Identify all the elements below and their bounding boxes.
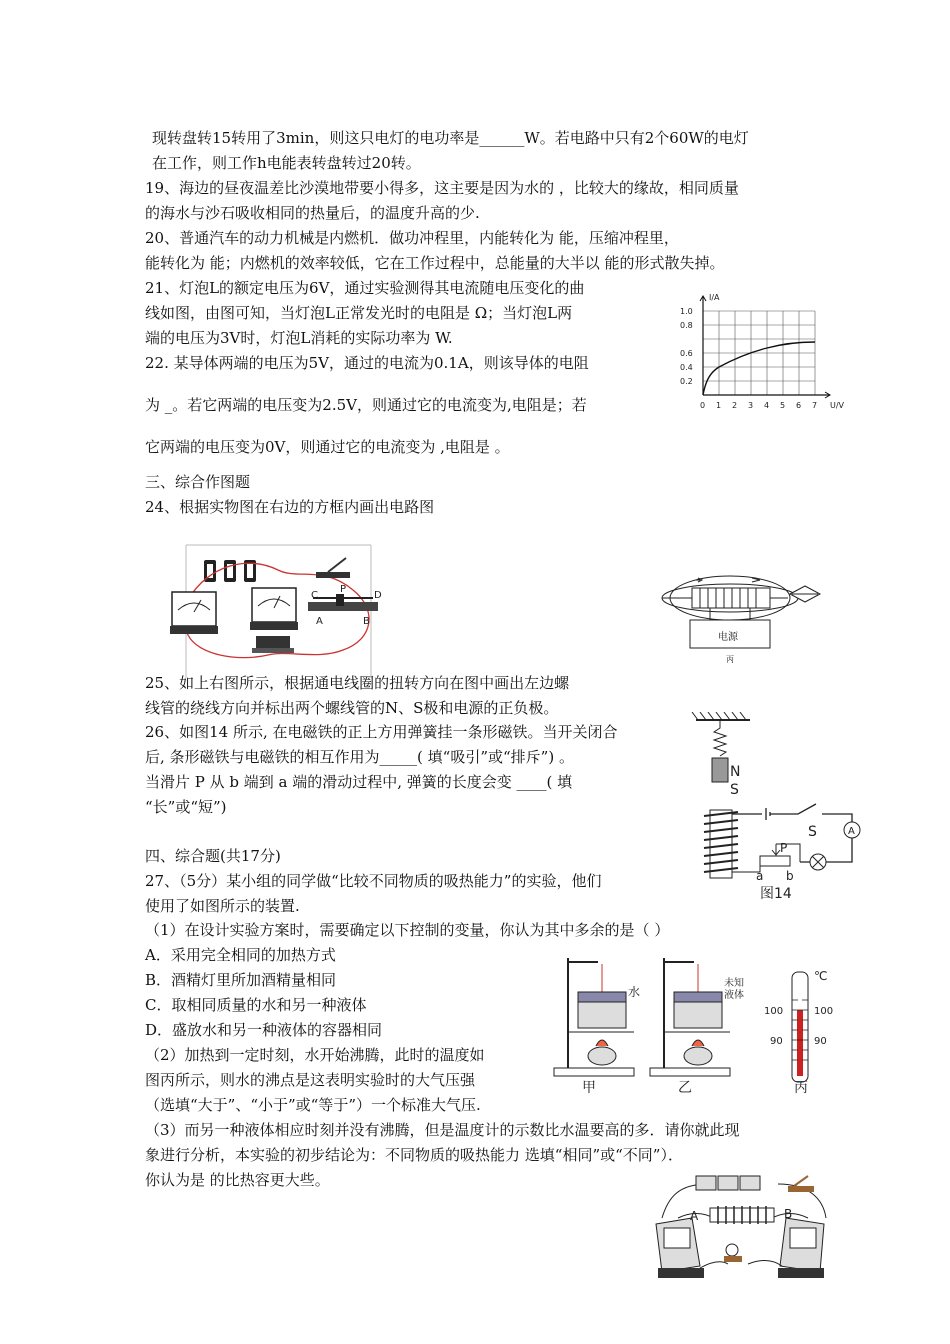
label-d: D (374, 590, 382, 601)
lamp-icon (252, 636, 294, 653)
thermometer-icon (792, 972, 808, 1082)
text-line: 27、（5分）某小组的同学做“比较不同物质的吸热能力”的实验，他们 (145, 872, 602, 890)
caption-bing: 丙 (794, 1080, 808, 1095)
text-line: 象进行分析，本实验的初步结论为：不同物质的吸热能力 选填“相同”或“不同”）． (145, 1146, 683, 1164)
meter-a-icon (656, 1218, 704, 1278)
option-d: D．盛放水和另一种液体的容器相同 (145, 1021, 383, 1039)
y-tick: 0.4 (680, 363, 693, 372)
end-b-label: b (786, 869, 794, 883)
section-heading: 四、综合题(共17分) (145, 847, 281, 865)
slider-p-label: P (780, 841, 788, 855)
power-label: 电源 (718, 632, 738, 643)
meter-b-icon (778, 1218, 824, 1278)
ammeter-icon (250, 588, 298, 630)
text-line: （2）加热到一定时刻，水开始沸腾，此时的温度如 (145, 1046, 485, 1064)
unknown-label-2: 液体 (724, 990, 744, 1001)
text-line: （3）而另一种液体相应时刻并没有沸腾，但是温度计的示数比水温要高的多．请你就此现 (145, 1121, 740, 1139)
switch-icon (316, 558, 350, 578)
x-tick: 3 (748, 401, 754, 410)
option-a: A．采用完全相同的加热方式 (145, 946, 336, 964)
text-line: 后, 条形磁铁与电磁铁的相互作用为_____( 填“吸引”或“排斥”) 。 (145, 748, 574, 766)
magnet-s-label: S (730, 782, 739, 798)
y-tick: 0.6 (680, 349, 693, 358)
text-line: 的海水与沙石吸收相同的热量后，的温度升高的少. (145, 204, 480, 222)
text-line: 线如图，由图可知，当灯泡L正常发光时的电阻是 Ω；当灯泡L两 (145, 304, 573, 322)
label-b: B (363, 616, 370, 627)
text-line: 能转化为 能；内燃机的效率较低，它在工作过程中，总能量的大半以 能的形式散失掉。 (145, 254, 725, 272)
electromagnet-figure-14 (690, 712, 870, 908)
switch-icon (788, 1176, 814, 1192)
label-a: A (316, 616, 323, 627)
meter-circuit-figure (648, 1168, 840, 1284)
x-tick: 4 (764, 401, 770, 410)
stand-yi (650, 958, 730, 1076)
end-a-label: a (756, 869, 764, 883)
text-line: 24、根据实物图在右边的方框内画出电路图 (145, 498, 435, 516)
figure-caption: 图14 (760, 886, 792, 902)
text-line: （1）在设计实验方案时，需要确定以下控制的变量，你认为其中多余的是（ ） (145, 921, 670, 939)
ammeter-label: A (848, 826, 855, 837)
text-line: 你认为是 的比热容更大些。 (145, 1171, 330, 1189)
solenoid-figure (660, 568, 860, 672)
text-line: 图丙所示，则水的沸点是这表明实验时的大气压强 (145, 1071, 476, 1089)
voltmeter-icon (170, 592, 218, 634)
coil-icon (710, 1206, 774, 1224)
tick-90-right: 90 (814, 1036, 827, 1047)
meter-b-label: B (784, 1207, 793, 1221)
section-heading: 三、综合作图题 (145, 473, 251, 491)
text-line: 端的电压为3V时，灯泡L消耗的实际功率为 W. (145, 329, 453, 347)
text-line: 线管的绕线方向并标出两个螺线管的N、S极和电源的正负极。 (145, 699, 559, 717)
text-line: 21、灯泡L的额定电压为6V，通过实验测得其电流随电压变化的曲 (145, 279, 585, 297)
tick-100-right: 100 (814, 1006, 834, 1017)
option-b: B．酒精灯里所加酒精量相同 (145, 971, 337, 989)
tick-90-left: 90 (770, 1036, 783, 1047)
current-voltage-graph (670, 284, 850, 412)
text-line: 在工作，则工作h电能表转盘转过20转。 (152, 154, 421, 172)
y-tick: 0.8 (680, 321, 693, 330)
text-line: 当滑片 P 从 b 端到 a 端的滑动过程中, 弹簧的长度会变 ____( 填 (145, 773, 573, 791)
x-axis-label: U/V (830, 401, 845, 410)
rheostat-icon (308, 594, 378, 611)
text-line: 25、如上右图所示，根据通电线圈的扭转方向在图中画出左边螺 (145, 674, 570, 692)
text-line: 26、如图14 所示, 在电磁铁的正上方用弹簧挂一条形磁铁。当开关闭合 (145, 723, 618, 741)
caption-jia: 甲 (582, 1080, 596, 1095)
water-label: 水 (628, 985, 641, 999)
bulb-icon (724, 1244, 742, 1262)
text-line: 19、海边的昼夜温差比沙漠地带要小得多，这主要是因为水的 ，比较大的缘故，相同质量 (145, 179, 739, 197)
text-line: 使用了如图所示的装置. (145, 897, 300, 915)
text-line: “长”或“短”) (145, 798, 227, 816)
stand-jia (554, 958, 634, 1076)
label-p: P (340, 584, 347, 595)
text-line: 20、普通汽车的动力机械是内燃机．做功冲程里，内能转化为 能，压缩冲程里， (145, 229, 679, 247)
caption-yi: 乙 (678, 1080, 692, 1095)
x-tick: 6 (796, 401, 802, 410)
celsius-label: ℃ (814, 969, 828, 983)
y-tick: 0.2 (680, 377, 693, 386)
tick-100-left: 100 (764, 1006, 784, 1017)
y-tick: 1.0 (680, 307, 693, 316)
x-tick: 7 (812, 401, 818, 410)
x-tick: 5 (780, 401, 786, 410)
y-axis-label: I/A (709, 293, 720, 302)
text-line: 22. 某导体两端的电压为5V，通过的电流为0.1A，则该导体的电阻 (145, 354, 589, 372)
label-c: C (311, 590, 318, 601)
x-tick: 1 (716, 401, 722, 410)
text-line: 现转盘转15转用了3min，则这只电灯的电功率是______W。若电路中只有2个60W的电灯 (152, 129, 749, 147)
switch-label: S (808, 824, 817, 840)
x-tick: 2 (732, 401, 738, 410)
magnet-n-label: N (730, 764, 741, 780)
text-line: 它两端的电压变为0V，则通过它的电流变为 ,电阻是 。 (145, 438, 510, 456)
text-line: 为 _。若它两端的电压变为2.5V，则通过它的电流变为,电阻是；若 (145, 396, 587, 414)
figure-caption: 丙 (726, 655, 734, 664)
unknown-label-1: 未知 (724, 978, 744, 989)
physical-circuit-figure (168, 540, 393, 680)
meter-a-label: A (690, 1209, 699, 1223)
heating-experiment-figure (548, 950, 848, 1095)
text-line: （选填“大于”、“小于”或“等于”）一个标准大气压. (145, 1096, 481, 1114)
x-tick: 0 (700, 401, 706, 410)
option-c: C．取相同质量的水和另一种液体 (145, 996, 367, 1014)
